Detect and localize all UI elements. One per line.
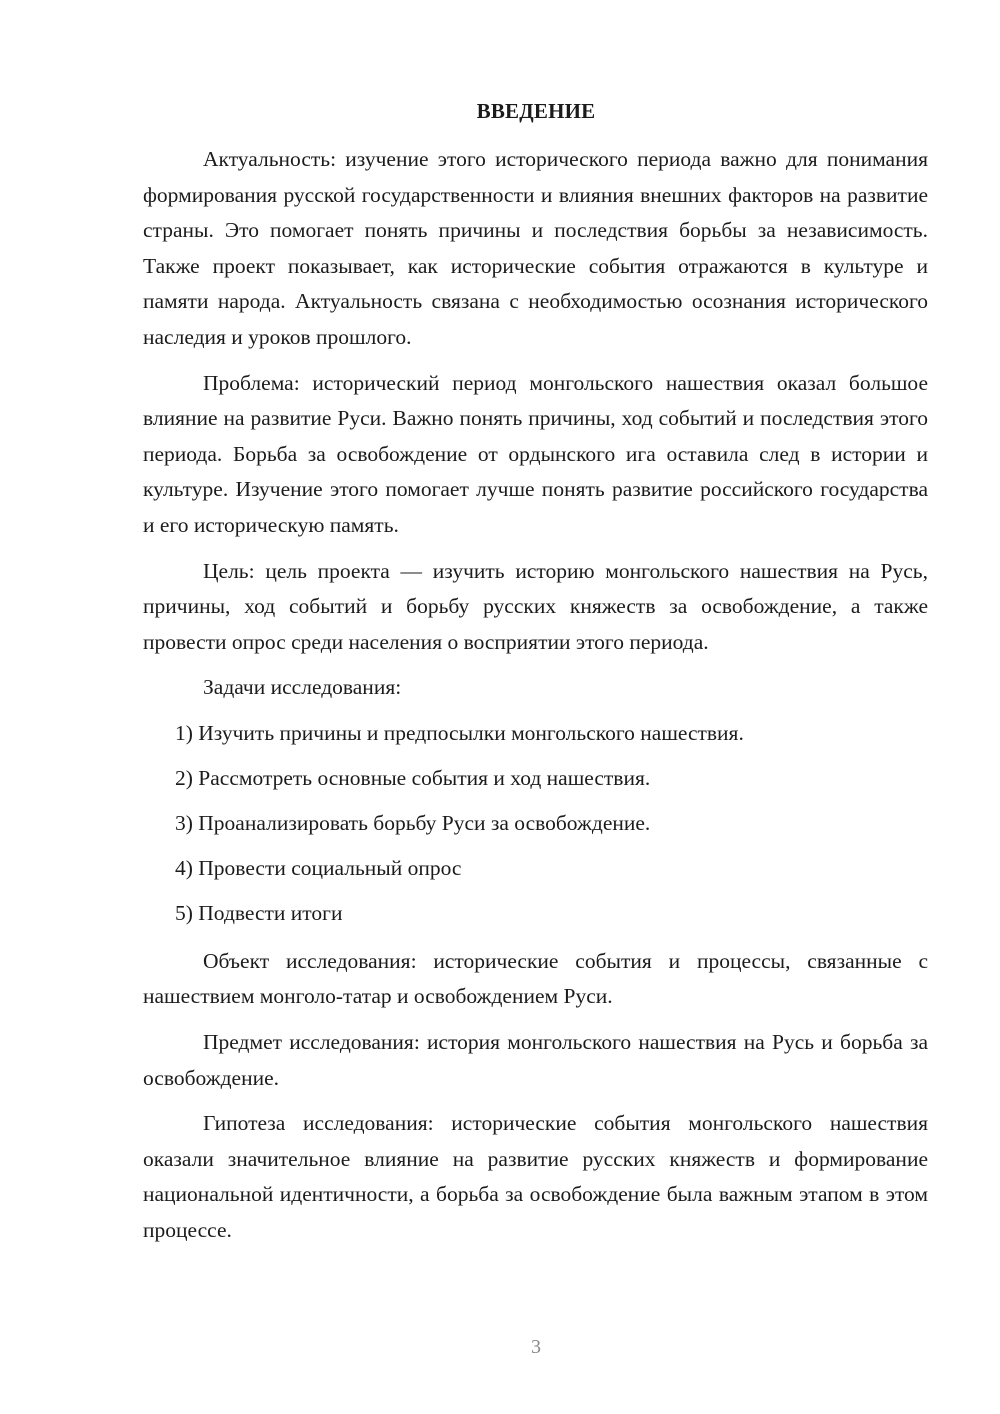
page-number: 3 [531, 1336, 541, 1358]
task-item: 5) Подвести итоги [175, 901, 343, 926]
tasks-heading: Задачи исследования: [203, 675, 402, 700]
task-item: 2) Рассмотреть основные события и ход нашествия. [175, 766, 651, 790]
page-title: ВВЕДЕНИЕ [476, 99, 596, 123]
task-item: 1) Изучить причины и предпосылки монгольского нашествия. [175, 720, 744, 745]
task-item: 4) Провести социальный опрос [175, 856, 462, 881]
goal-paragraph: Цель: цель проекта — изучить историю монгольского нашествия на Русь, причины, ход событий и борьбу русских княжеств за освобождение, а также провести опрос среди населения о восприятии этого периода. [143, 558, 928, 654]
document-body [143, 142, 928, 1259]
task-item: 3) Проанализировать борьбу Руси за освобождение. [175, 811, 651, 836]
relevance-paragraph: Актуальность: изучение этого исторического периода важно для понимания формирования русской государственности и влияния внешних факторов на развитие страны. Это помогает понять причины и последствия борьбы за независимость. Также проект показывает, как исторические события отражаются в культуре и памяти народа. Актуальность связана с необходимостью осознания исторического наследия и уроков прошлого. [143, 147, 928, 349]
hypothesis-paragraph: Гипотеза исследования: исторические события монгольского нашествия оказали значительное влияние на развитие русских княжеств и формирование национальной идентичности, а борьба за освобождение была важным этапом в этом процессе. [143, 1111, 928, 1243]
problem-paragraph: Проблема: исторический период монгольского нашествия оказал большое влияние на развитие Руси. Важно понять причины, ход событий и последствия этого периода. Борьба за освобождение от ордынского ига оставила след в истории и культуре. Изучение этого помогает лучше понять развитие российского государства и его историческую память. [143, 370, 928, 537]
tasks-list [143, 716, 928, 932]
object-paragraph: Объект исследования: исторические события и процессы, связанные с нашествием монголо-татар и освобождением Руси. [143, 948, 928, 1009]
subject-paragraph: Предмет исследования: история монгольского нашествия на Русь и борьба за освобождение. [143, 1030, 928, 1090]
